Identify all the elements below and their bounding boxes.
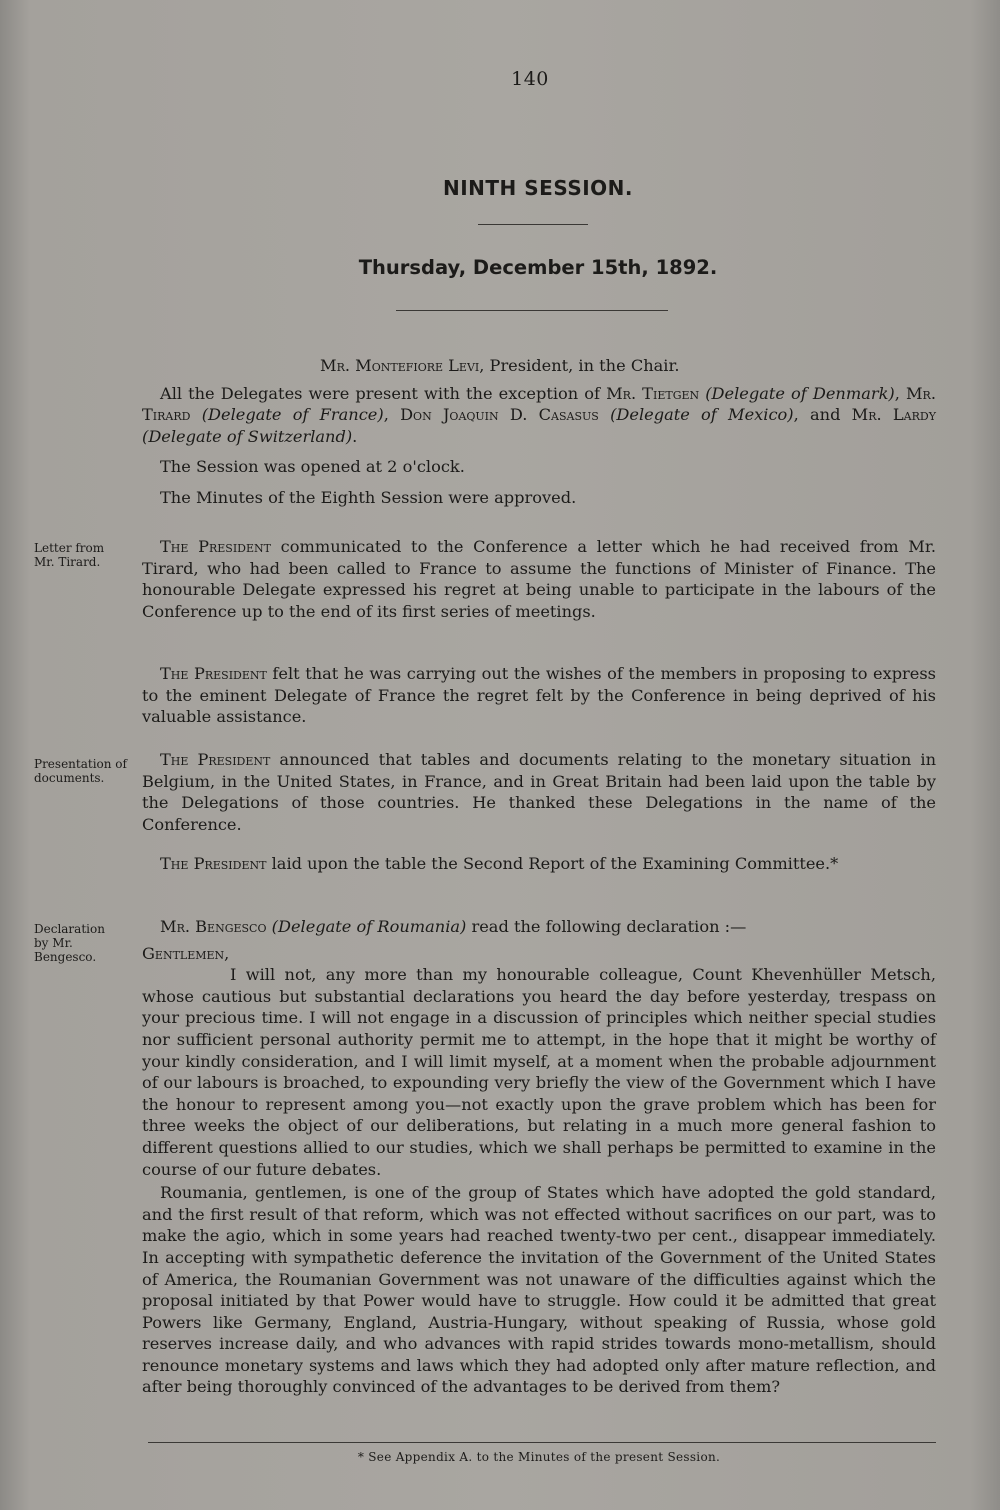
speaker-name: Mr. Bengesco <box>160 917 267 936</box>
margin-note-declaration: Declaration by Mr. Bengesco. <box>34 922 105 964</box>
chair-text: , President, in the Chair. <box>479 356 680 375</box>
president-label: The President <box>160 664 267 683</box>
separator: , and <box>793 405 852 425</box>
minutes-approved: The Minutes of the Eighth Session were approved. <box>160 487 577 507</box>
opening-block <box>142 355 936 509</box>
speaker-role: (Delegate of Roumania) <box>271 917 467 936</box>
margin-note-presentation: Presentation of documents. <box>34 757 127 785</box>
declaration-intro <box>142 916 936 938</box>
documents-text <box>142 749 936 835</box>
delegate-role: (Delegate of Denmark) <box>705 383 895 403</box>
session-title: NINTH SESSION. <box>442 176 634 200</box>
attendance-paragraph <box>142 383 936 448</box>
delegate-name: Don Joaquin D. Casasus <box>400 405 599 425</box>
chair-line <box>142 355 936 377</box>
regret-body: felt that he was carrying out the wishes of the members in proposing to express to the eminent Delegate of France the regret felt by the Conference in being deprived of his valuable assistance. <box>142 664 936 727</box>
delegate-name: Mr. Tietgen <box>606 383 700 403</box>
declaration-intro-text: read the following declaration :— <box>466 917 747 936</box>
declaration-paragraph-1: I will not, any more than my honourable colleague, Count Khevenhüller Metsch, whose cautious but substantial declarations you heard the day before yesterday, trespass on your precious time. I will not engage in a discussion of principles which neither special studies nor sufficient personal authority permit me to attempt, in the hope that it might be worthy of your kindly consideration, and I will limit myself, at a moment when the probable adjournment of our labours is broached, to expounding very briefly the view of the Government which I have the honour to represent among you—not exactly upon the grave problem which has been for three weeks the object of our deliberations, but relating in a much more general fashion to different questions allied to our studies, which we shall perhaps be permitted to examine in the course of our future debates. <box>142 965 936 1179</box>
delegate-role: (Delegate of Mexico) <box>610 405 794 425</box>
documents-body: announced that tables and documents relating to the monetary situation in Belgium, in the United States, in France, and in Great Britain had been laid upon the table by the Delegations of those countries. He thanked these Delegations in the name of the Conference. <box>142 750 936 834</box>
regret-text <box>142 663 936 728</box>
president-label: The President <box>160 537 271 556</box>
report-text <box>142 853 936 875</box>
delegate-name: Mr. Tirard <box>142 383 936 425</box>
letter-paragraph <box>142 536 936 622</box>
footnote: * See Appendix A. to the Minutes of the present Session. <box>357 1450 721 1464</box>
chair-name: Mr. Montefiore Levi <box>320 356 480 375</box>
documents-paragraph <box>142 749 936 835</box>
footnote-rule <box>148 1442 936 1443</box>
separator: . <box>352 426 358 446</box>
separator: , <box>383 405 401 425</box>
regret-paragraph <box>142 663 936 728</box>
delegate-name: Mr. Lardy <box>851 405 936 425</box>
date-rule <box>396 310 668 311</box>
delegate-role: (Delegate of France) <box>201 405 384 425</box>
salutation: Gentlemen, <box>142 943 230 963</box>
letter-body: communicated to the Conference a letter which he had received from Mr. Tirard, who had been called to France to assume the functions of Minister of Finance. The honourable Delegate expressed his regret at being unable to participate in the labours of the Conference up to the end of its first series of meetings. <box>142 537 936 621</box>
session-date: Thursday, December 15th, 1892. <box>358 256 718 279</box>
delegate-role: (Delegate of Switzerland) <box>142 426 353 446</box>
president-label: The President <box>160 854 267 873</box>
declaration-block <box>142 916 936 1398</box>
report-paragraph <box>142 853 936 875</box>
title-rule <box>478 224 588 225</box>
attendance-lead: All the Delegates were present with the exception of <box>160 383 607 403</box>
report-body: laid upon the table the Second Report of the Examining Committee.* <box>266 854 839 873</box>
president-label: The President <box>160 750 271 769</box>
separator: , <box>894 383 906 403</box>
session-opened: The Session was opened at 2 o'clock. <box>160 457 465 477</box>
letter-text <box>142 536 936 622</box>
margin-note-letter: Letter from Mr. Tirard. <box>34 541 105 569</box>
declaration-paragraph-2: Roumania, gentlemen, is one of the group of States which have adopted the gold standard, and the first result of that reform, which was not effected without sacrifices on our part, was to make the agio, which in some years had reached twenty-two per cent., disappear immediately. In accepting with sympathetic deference the invitation of the Government of the United States of America, the Roumanian Government was not unaware of the difficulties against which the proposal initiated by that Power would have to struggle. How could it be admitted that great Powers like Germany, England, Austria-Hungary, without speaking of Russia, whose gold reserves increase daily, and who advances with rapid strides towards mono-metallism, should renounce monetary systems and laws which they had adopted only after mature reflection, and after being thoroughly convinced of the advantages to be derived from them? <box>142 1183 936 1397</box>
page-number: 140 <box>511 68 549 90</box>
